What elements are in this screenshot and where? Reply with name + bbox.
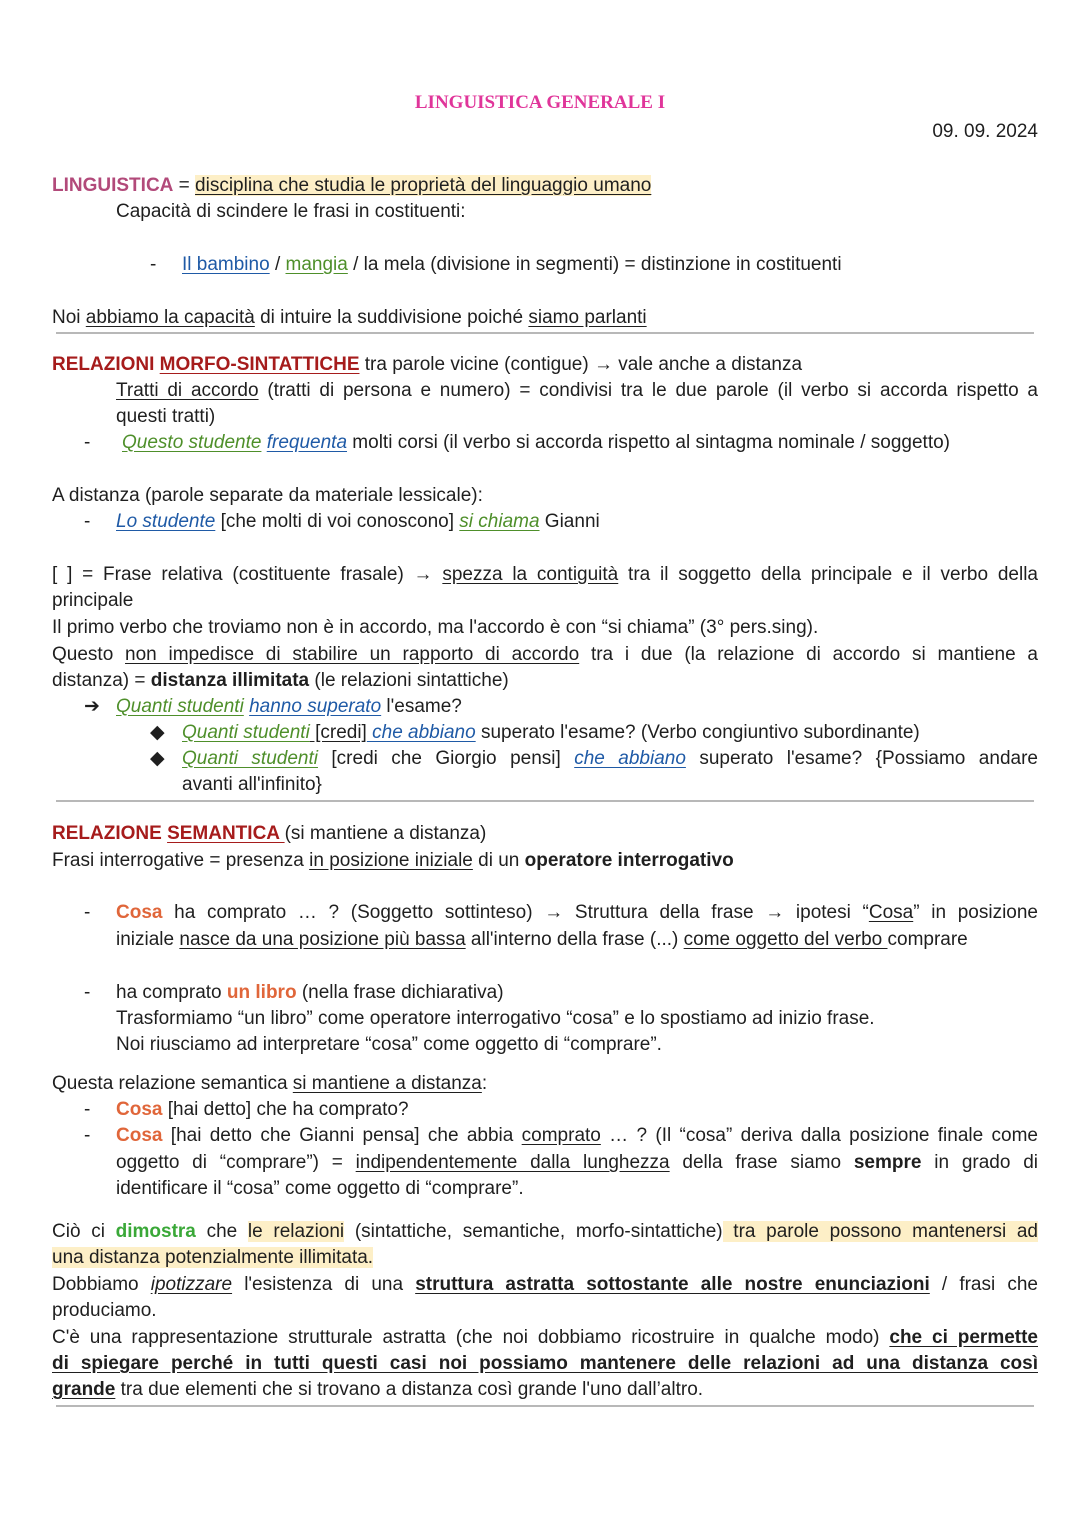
divider xyxy=(56,332,1034,334)
cosa-example-1: Cosa [hai detto] che ha comprato? xyxy=(116,1099,409,1120)
dash-bullet: - xyxy=(84,1099,91,1120)
representation-cont2: grande tra due elementi che si trovano a distanza così grande l'uno dall’altro. xyxy=(52,1379,704,1400)
dash-bullet: - xyxy=(84,902,91,923)
first-verb-line: Il primo verbo che troviamo non è in accordo, ma l'accordo è con “si chiama” (3° pers.sing). xyxy=(52,617,819,638)
hypothesis-line: Dobbiamo ipotizzare l'esistenza di una struttura astratta sottostante alle nostre enunciazioni / frasi che xyxy=(52,1274,1038,1295)
capacity-line: Capacità di scindere le frasi in costituenti: xyxy=(116,201,466,222)
section-heading-morfo: RELAZIONI MORFO-SINTATTICHE tra parole vicine (contigue) → vale anche a distanza xyxy=(52,354,803,375)
conclusion-line: Ciò ci dimostra che le relazioni (sintattiche, semantiche, morfo-sintattiche) tra parole possono mantenersi ad xyxy=(52,1221,1039,1242)
conclusion-cont: una distanza potenzialmente illimitata. xyxy=(52,1247,374,1268)
dash-bullet: - xyxy=(84,432,91,453)
example-segments: Il bambino / mangia / la mela (divisione in segmenti) = distinzione in costituenti xyxy=(182,254,842,275)
dash-bullet: - xyxy=(84,1125,91,1146)
speakers-line: Noi abbiamo la capacità di intuire la suddivisione poiché siamo parlanti xyxy=(52,307,647,328)
agreement-traits-line: Tratti di accordo (tratti di persona e numero) = condivisi tra le due parole (il verbo si accorda rispetto a xyxy=(116,380,1038,401)
agreement-relation-cont: distanza) = distanza illimitata (le relazioni sintattiche) xyxy=(52,670,509,691)
page-title: LINGUISTICA GENERALE I xyxy=(414,92,666,113)
diamond-bullet: ◆ xyxy=(150,722,165,743)
interpret-line: Noi riusciamo ad interpretare “cosa” come oggetto di “comprare”. xyxy=(116,1034,662,1055)
example-quanti-1: Quanti studenti hanno superato l'esame? xyxy=(116,696,462,717)
representation-line: C'è una rappresentazione strutturale astratta (che noi dobbiamo ricostruire in qualche modo) che ci permette xyxy=(52,1327,1038,1348)
divider xyxy=(56,1405,1034,1407)
interrogative-line: Frasi interrogative = presenza in posizione iniziale di un operatore interrogativo xyxy=(52,850,734,871)
cosa-example-2: Cosa [hai detto che Gianni pensa] che abbia comprato … ? (Il “cosa” deriva dalla posizione finale come xyxy=(116,1125,1038,1146)
distance-line: A distanza (parole separate da materiale lessicale): xyxy=(52,485,483,506)
agreement-traits-cont: questi tratti) xyxy=(116,406,216,427)
arrow-bullet: ➔ xyxy=(84,696,100,717)
dash-bullet: - xyxy=(84,982,91,1003)
dash-bullet: - xyxy=(150,254,157,275)
cosa-structure-cont: iniziale nasce da una posizione più bassa all'interno della frase (...) come oggetto del verbo comprare xyxy=(116,929,968,950)
example-quanti-2: Quanti studenti [credi] che abbiano superato l'esame? (Verbo congiuntivo subordinante) xyxy=(182,722,920,743)
section-heading-semantica: RELAZIONE SEMANTICA (si mantiene a distanza) xyxy=(52,823,487,844)
cosa-example-2-cont2: identificare il “cosa” come oggetto di “comprare”. xyxy=(116,1178,524,1199)
example-quanti-3: Quanti studenti [credi che Giorgio pensi] che abbiano superato l'esame? {Possiamo andare xyxy=(182,748,1038,769)
relative-clause-cont: principale xyxy=(52,590,134,611)
example-distance: Lo studente [che molti di voi conoscono] si chiama Gianni xyxy=(116,511,600,532)
agreement-relation-line: Questo non impedisce di stabilire un rapporto di accordo tra i due (la relazione di accordo si mantiene a xyxy=(52,644,1039,665)
example-quanti-3-cont: avanti all'infinito} xyxy=(182,774,322,795)
declarative-line: ha comprato un libro (nella frase dichiarativa) xyxy=(116,982,504,1003)
diamond-bullet: ◆ xyxy=(150,748,165,769)
representation-cont: di spiegare perché in tutti questi casi noi possiamo mantenere delle relazioni ad una distanza così xyxy=(52,1353,1038,1374)
cosa-example-2-cont: oggetto di “comprare”) = indipendentemente dalla lunghezza della frase siamo sempre in grado di xyxy=(116,1152,1039,1173)
semantic-distance-line: Questa relazione semantica si mantiene a distanza: xyxy=(52,1073,488,1094)
dash-bullet: - xyxy=(84,511,91,532)
hypothesis-cont: produciamo. xyxy=(52,1300,157,1321)
note-date: 09. 09. 2024 xyxy=(932,121,1038,142)
divider xyxy=(56,800,1034,802)
transform-line: Trasformiamo “un libro” come operatore interrogativo “cosa” e lo spostiamo ad inizio frase. xyxy=(116,1008,875,1029)
example-agreement: Questo studente frequenta molti corsi (il verbo si accorda rispetto al sintagma nominale / soggetto) xyxy=(122,432,950,453)
cosa-structure-line: Cosa ha comprato … ? (Soggetto sottinteso) → Struttura della frase → ipotesi “Cosa” in posizione xyxy=(116,902,1038,923)
definition-line: LINGUISTICA = disciplina che studia le proprietà del linguaggio umano xyxy=(52,175,652,196)
relative-clause-line: [ ] = Frase relativa (costituente frasale) → spezza la contiguità tra il soggetto della principale e il verbo della xyxy=(52,564,1038,585)
